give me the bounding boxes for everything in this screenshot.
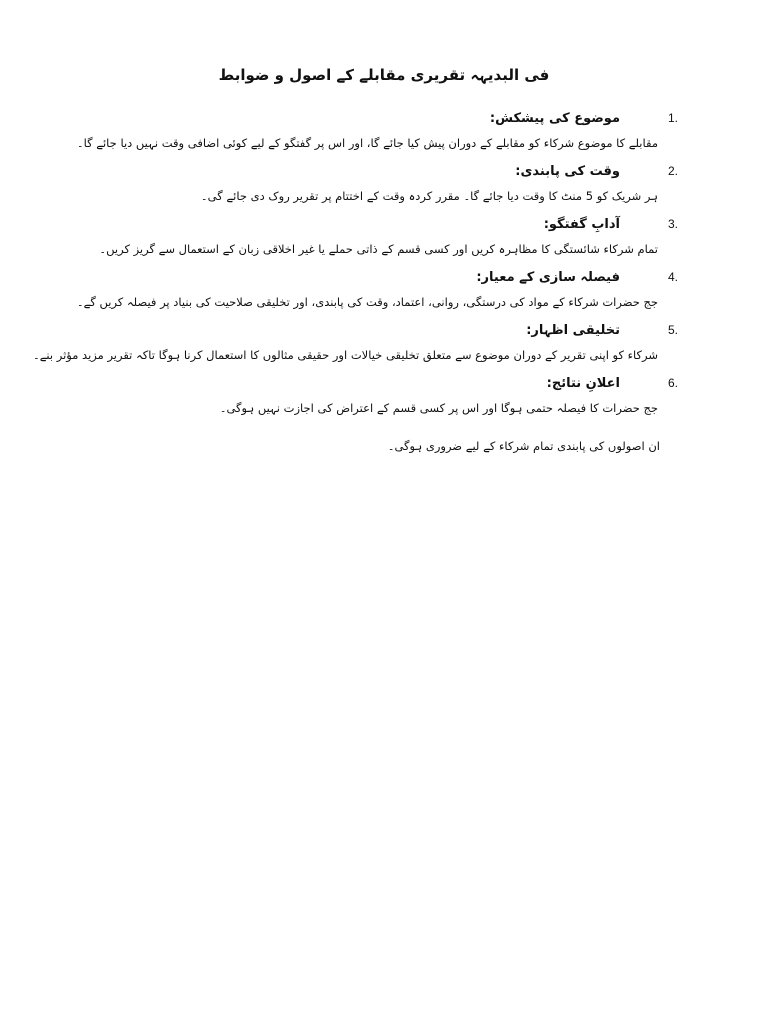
rule-number: 4.	[667, 270, 678, 284]
rule-heading	[150, 108, 660, 130]
rule-title: موضوع کی پیشکش:	[489, 111, 620, 126]
rule-number: 1.	[667, 111, 678, 125]
rule-item	[76, 267, 678, 312]
rule-item	[150, 373, 678, 418]
rule-number: 5.	[667, 323, 678, 337]
rule-title: وقت کی پابندی:	[515, 164, 620, 179]
rule-item	[150, 161, 678, 206]
rule-item	[76, 108, 678, 153]
closing-statement: ان اصولوں کی پابندی تمام شرکاء کے لیے ضروری ہوگی۔	[387, 439, 660, 453]
document-title: فی البدیہہ تقریری مقابلے کے اصول و ضوابط	[218, 66, 550, 84]
rules-list	[32, 108, 678, 456]
rule-heading	[150, 267, 660, 289]
rule-number: 6.	[667, 376, 678, 390]
rule-title: آدابِ گفتگو:	[543, 217, 620, 232]
rule-number: 3.	[667, 217, 678, 231]
rule-heading	[150, 320, 660, 342]
rule-body: تمام شرکاء شائستگی کا مظاہرہ کریں اور کسی قسم کے ذاتی حملے یا غیر اخلاقی زبان کے استعمال سے گریز کریں۔	[99, 242, 658, 256]
rule-body: جج حضرات کا فیصلہ حتمی ہوگا اور اس پر کسی قسم کے اعتراض کی اجازت نہیں ہوگی۔	[219, 401, 658, 415]
rule-body: ہر شریک کو 5 منٹ کا وقت دیا جائے گا۔ مقرر کردہ وقت کے اختتام پر تقریر روک دی جائے گی۔	[200, 189, 658, 203]
rule-title: اعلانِ نتائج:	[546, 376, 620, 391]
rule-number: 2.	[667, 164, 678, 178]
rule-heading	[150, 373, 660, 395]
rule-heading	[150, 214, 660, 236]
rule-heading	[150, 161, 660, 183]
rule-item	[99, 214, 678, 259]
rule-title: فیصلہ سازی کے معیار:	[476, 270, 620, 285]
rule-body: جج حضرات شرکاء کے مواد کی درستگی، روانی، اعتماد، وقت کی پابندی، اور تخلیقی صلاحیت کی بنیاد پر فیصلہ کریں گے۔	[76, 295, 658, 309]
rule-title: تخلیقی اظہار:	[526, 323, 620, 338]
rule-item	[32, 320, 678, 365]
rule-body: شرکاء کو اپنی تقریر کے دوران موضوع سے متعلق تخلیقی خیالات اور حقیقی مثالوں کا استعمال کرنا ہوگا تاکہ تقریر مزید مؤثر بنے۔	[32, 348, 658, 362]
rule-body: مقابلے کا موضوع شرکاء کو مقابلے کے دوران پیش کیا جائے گا، اور اس پر گفتگو کے لیے کوئی اضافی وقت نہیں دیا جائے گا۔	[76, 136, 658, 150]
